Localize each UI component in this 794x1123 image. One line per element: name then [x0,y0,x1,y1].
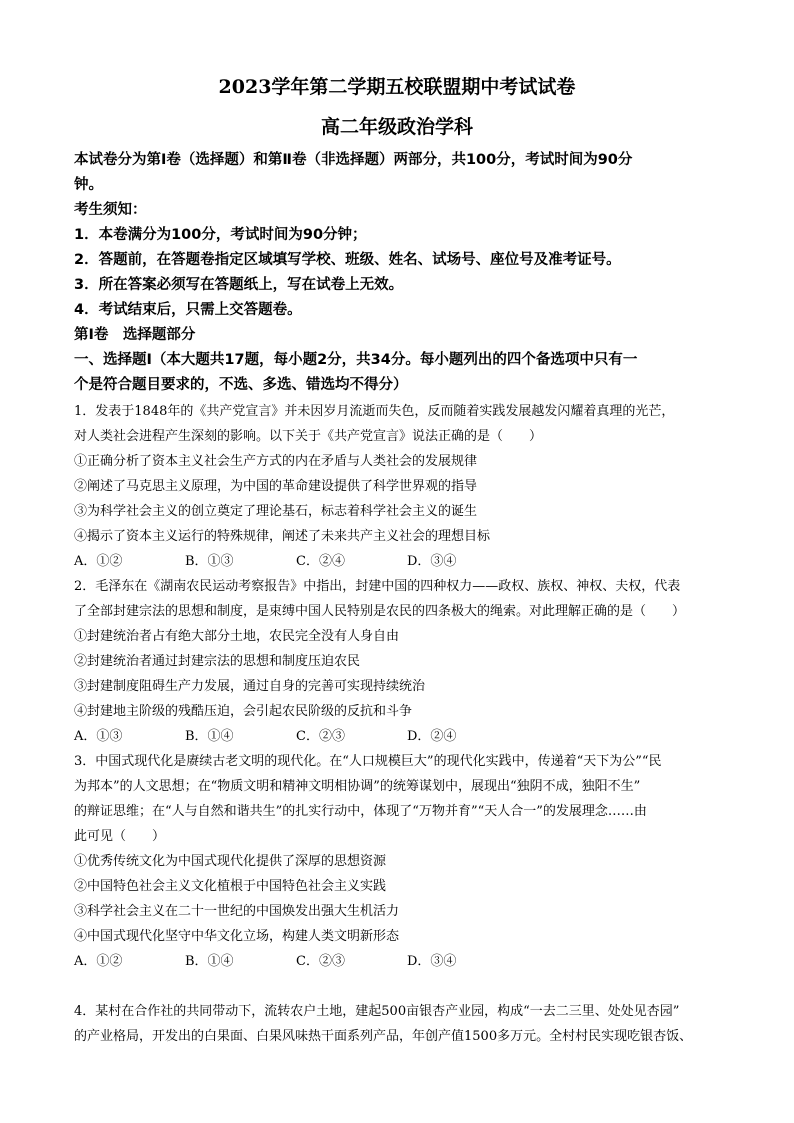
option-b: B．①④ [185,729,234,744]
question-item: ②阐述了马克思主义原理，为中国的革命建设提供了科学世界观的指导 [74,479,478,494]
question-item: ④封建地主阶级的残酷压迫，会引起农民阶级的反抗和斗争 [74,704,413,719]
section-instruction: 个是符合题目要求的，不选、多选、错选均不得分） [74,377,408,393]
option-a: A．①③ [74,729,123,744]
question-item: ②封建统治者通过封建宗法的思想和制度压迫农民 [74,654,361,669]
question-stem: 1．发表于1848年的《共产党宣言》并未因岁月流逝而失色，反而随着实践发展越发闪耀着真理的光芒， [74,404,675,419]
question-item: ③科学社会主义在二十一世纪的中国焕发出强大生机活力 [74,904,400,919]
exam-title: 2023学年第二学期五校联盟期中考试试卷 [218,76,576,98]
question-item: ①封建统治者占有绝大部分土地，农民完全没有人身自由 [74,629,400,644]
question-stem: 的辩证思维；在“人与自然和谐共生”的扎实行动中，体现了“万物并育”“天人合一”的发展理念……由 [74,804,647,819]
answer-options [74,949,734,974]
section-heading: 第Ⅰ卷 选择题部分 [74,327,196,343]
answer-options [74,724,734,749]
option-a: A．①② [74,554,123,569]
question-item: ①优秀传统文化为中国式现代化提供了深厚的思想资源 [74,854,387,869]
option-b: B．①④ [185,954,234,969]
question-stem: 了全部封建宗法的思想和制度，是束缚中国人民特别是农民的四条极大的绳索。对此理解正确的是（ ） [74,604,686,619]
question-stem: 的产业格局，开发出的白果面、白果风味热干面系列产品，年创产值1500多万元。全村村民实现吃银杏饭、 [74,1029,693,1044]
question-stem: 3．中国式现代化是赓续古老文明的现代化。在“人口规模巨大”的现代化实践中，传递着“天下为公”“民 [74,754,662,769]
option-d: D．③④ [407,954,457,969]
question-stem: 此可见（ ） [74,829,166,844]
question-stem: 为邦本”的人文思想；在“物质文明和精神文明相协调”的统筹谋划中，展现出“独阴不成，独阳不生” [74,779,641,794]
notice-item: 4．考试结束后，只需上交答题卷。 [74,302,302,318]
option-a: A．①② [74,954,123,969]
question-stem: 对人类社会进程产生深刻的影响。以下关于《共产党宣言》说法正确的是（ ） [74,429,543,444]
question-item: ④中国式现代化坚守中华文化立场，构建人类文明新形态 [74,929,400,944]
question-item: ③封建制度阻碍生产力发展，通过自身的完善可实现持续统治 [74,679,426,694]
option-d: D．③④ [407,554,457,569]
question-item: ④揭示了资本主义运行的特殊规律，阐述了未来共产主义社会的理想目标 [74,529,491,544]
notice-heading: 考生须知： [74,202,147,218]
section-instruction: 一、选择题Ⅰ（本大题共17题，每小题2分，共34分。每小题列出的四个备选项中只有一 [74,352,638,368]
answer-options [74,549,734,574]
question-item: ②中国特色社会主义文化植根于中国特色社会主义实践 [74,879,387,894]
exam-subtitle: 高二年级政治学科 [320,116,473,138]
intro-line: 本试卷分为第Ⅰ卷（选择题）和第Ⅱ卷（非选择题）两部分，共100分，考试时间为90分 [74,152,633,168]
question-item: ③为科学社会主义的创立奠定了理论基石，标志着科学社会主义的诞生 [74,504,478,519]
question-stem: 4．某村在合作社的共同带动下，流转农户土地，建起500亩银杏产业园，构成“一去二三里、处处见杏园” [74,1004,680,1019]
notice-item: 2．答题前，在答题卷指定区域填写学校、班级、姓名、试场号、座位号及准考证号。 [74,252,621,268]
option-c: C．②④ [296,554,345,569]
question-stem: 2．毛泽东在《湖南农民运动考察报告》中指出，封建中国的四种权力——政权、族权、神权、夫权，代表 [74,579,681,594]
option-c: C．②③ [296,729,345,744]
notice-item: 3．所在答案必须写在答题纸上，写在试卷上无效。 [74,277,404,293]
question-item: ①正确分析了资本主义社会生产方式的内在矛盾与人类社会的发展规律 [74,454,478,469]
option-d: D．②④ [407,729,457,744]
option-b: B．①③ [185,554,234,569]
notice-item: 1．本卷满分为100分，考试时间为90分钟； [74,227,367,243]
option-c: C．②③ [296,954,345,969]
intro-line: 钟。 [74,177,103,193]
